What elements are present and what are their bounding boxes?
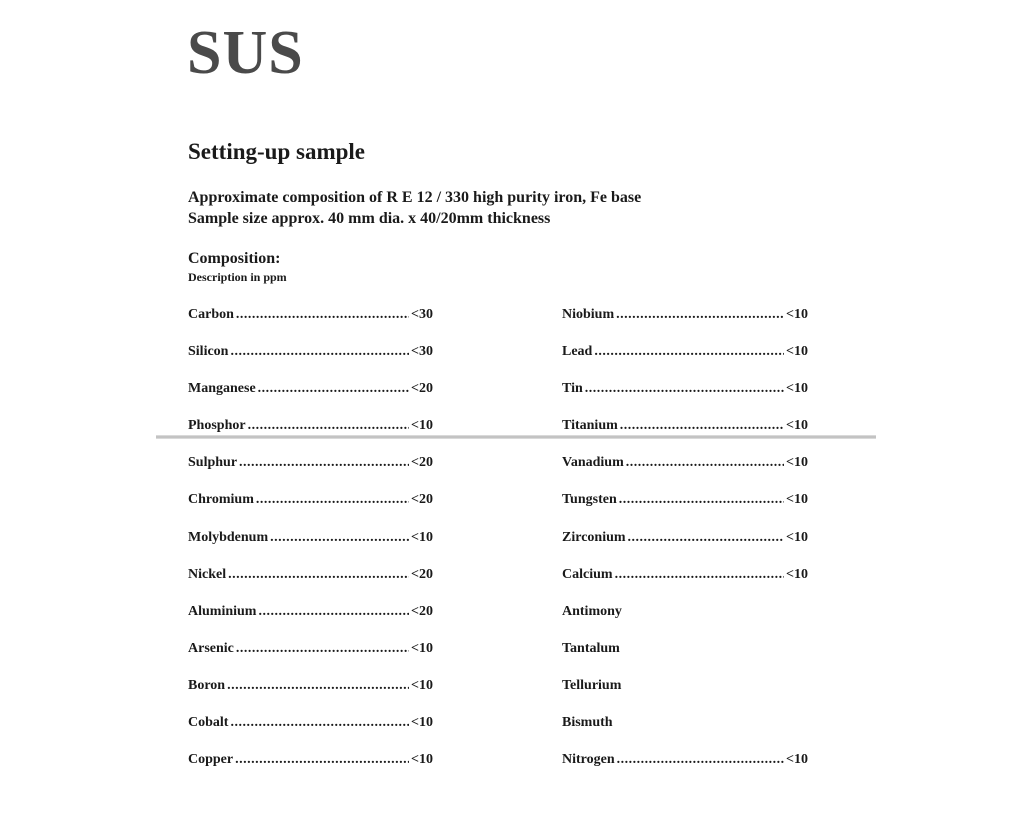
element-name: Arsenic	[188, 640, 234, 656]
dot-leader	[248, 418, 409, 434]
dot-leader	[239, 455, 409, 471]
element-row	[562, 492, 812, 529]
element-value: <10	[786, 752, 808, 768]
element-row	[188, 381, 437, 418]
element-value: <10	[786, 529, 808, 545]
element-value: <10	[411, 752, 433, 768]
dot-leader	[228, 567, 409, 583]
dot-leader	[620, 418, 784, 434]
element-value: <20	[411, 566, 433, 582]
element-name: Cobalt	[188, 715, 229, 731]
element-value: <10	[411, 529, 433, 545]
element-row	[562, 344, 812, 381]
element-name: Zirconium	[562, 529, 626, 545]
element-value: <10	[786, 307, 808, 322]
element-row	[562, 678, 812, 715]
dot-leader	[619, 492, 784, 508]
element-name: Sulphur	[188, 455, 238, 471]
element-row	[188, 567, 437, 604]
element-value: <20	[411, 603, 433, 619]
element-value: <10	[411, 715, 433, 731]
element-row	[188, 530, 437, 567]
element-name: Nickel	[188, 566, 227, 582]
element-value: <10	[411, 677, 433, 693]
element-name: Tin	[562, 381, 583, 397]
dot-leader	[256, 492, 409, 508]
element-value: <10	[786, 344, 808, 360]
element-name: Chromium	[188, 492, 254, 508]
dot-leader	[236, 307, 409, 323]
element-name: Bismuth	[562, 715, 613, 731]
element-row	[188, 418, 437, 455]
element-name: Antimony	[562, 603, 622, 619]
element-row	[188, 344, 437, 381]
page-title: Setting-up sample	[188, 139, 365, 164]
element-value: <10	[786, 566, 808, 582]
element-name: Manganese	[188, 381, 256, 397]
element-row	[562, 418, 812, 455]
element-list-left	[188, 307, 448, 789]
logo-text: SUS	[187, 19, 304, 87]
element-row	[188, 492, 437, 529]
element-row	[562, 381, 812, 418]
element-row	[188, 455, 437, 492]
element-value: <10	[786, 381, 808, 397]
element-name: Silicon	[188, 344, 229, 360]
element-name: Boron	[188, 677, 226, 693]
element-name: Molybdenum	[188, 529, 269, 545]
element-value: <10	[786, 418, 808, 434]
element-row	[188, 604, 437, 641]
dot-leader	[258, 381, 409, 397]
element-value: <10	[786, 455, 808, 471]
dot-leader	[616, 307, 784, 323]
composition-title: Composition:	[188, 250, 281, 267]
element-row	[188, 715, 437, 752]
element-row	[562, 604, 812, 641]
element-name: Copper	[188, 752, 234, 768]
dot-leader	[230, 344, 409, 360]
element-name: Aluminium	[188, 603, 257, 619]
element-name: Tellurium	[562, 677, 622, 693]
element-row	[562, 455, 812, 492]
element-value: <10	[786, 492, 808, 508]
dot-leader	[258, 604, 409, 620]
element-row	[562, 752, 812, 789]
element-value: <30	[411, 344, 433, 360]
element-name: Phosphor	[188, 418, 246, 434]
dot-leader	[585, 381, 784, 397]
dot-leader	[227, 678, 409, 694]
dot-leader	[615, 567, 784, 583]
element-name: Lead	[562, 344, 593, 360]
dot-leader	[236, 641, 409, 657]
element-name: Niobium	[562, 307, 615, 322]
element-value: <10	[411, 640, 433, 656]
dot-leader	[628, 530, 784, 546]
element-list-right	[562, 307, 822, 789]
dot-leader	[626, 455, 784, 471]
element-name: Carbon	[188, 307, 234, 322]
element-name: Nitrogen	[562, 752, 615, 768]
element-name: Calcium	[562, 566, 613, 582]
composition-unit-note: Description in ppm	[188, 270, 287, 284]
element-name: Vanadium	[562, 455, 624, 471]
dot-leader	[235, 752, 409, 768]
element-row	[562, 641, 812, 678]
element-row	[562, 715, 812, 752]
element-row	[188, 307, 437, 344]
element-row	[188, 752, 437, 789]
element-value: <30	[411, 307, 433, 322]
element-row	[188, 641, 437, 678]
element-name: Tungsten	[562, 492, 617, 508]
description-line-1: Approximate composition of R E 12 / 330 high purity iron, Fe base	[188, 189, 642, 206]
dot-leader	[230, 715, 409, 731]
element-row	[188, 678, 437, 715]
element-value: <10	[411, 418, 433, 434]
element-row	[562, 530, 812, 567]
element-row	[562, 567, 812, 604]
dot-leader	[617, 752, 784, 768]
element-value: <20	[411, 492, 433, 508]
element-name: Titanium	[562, 418, 618, 434]
element-value: <20	[411, 455, 433, 471]
dot-leader	[594, 344, 784, 360]
dot-leader	[270, 530, 409, 546]
element-row	[562, 307, 812, 344]
element-name: Tantalum	[562, 640, 620, 656]
element-value: <20	[411, 381, 433, 397]
description-line-2: Sample size approx. 40 mm dia. x 40/20mm thickness	[188, 210, 551, 227]
